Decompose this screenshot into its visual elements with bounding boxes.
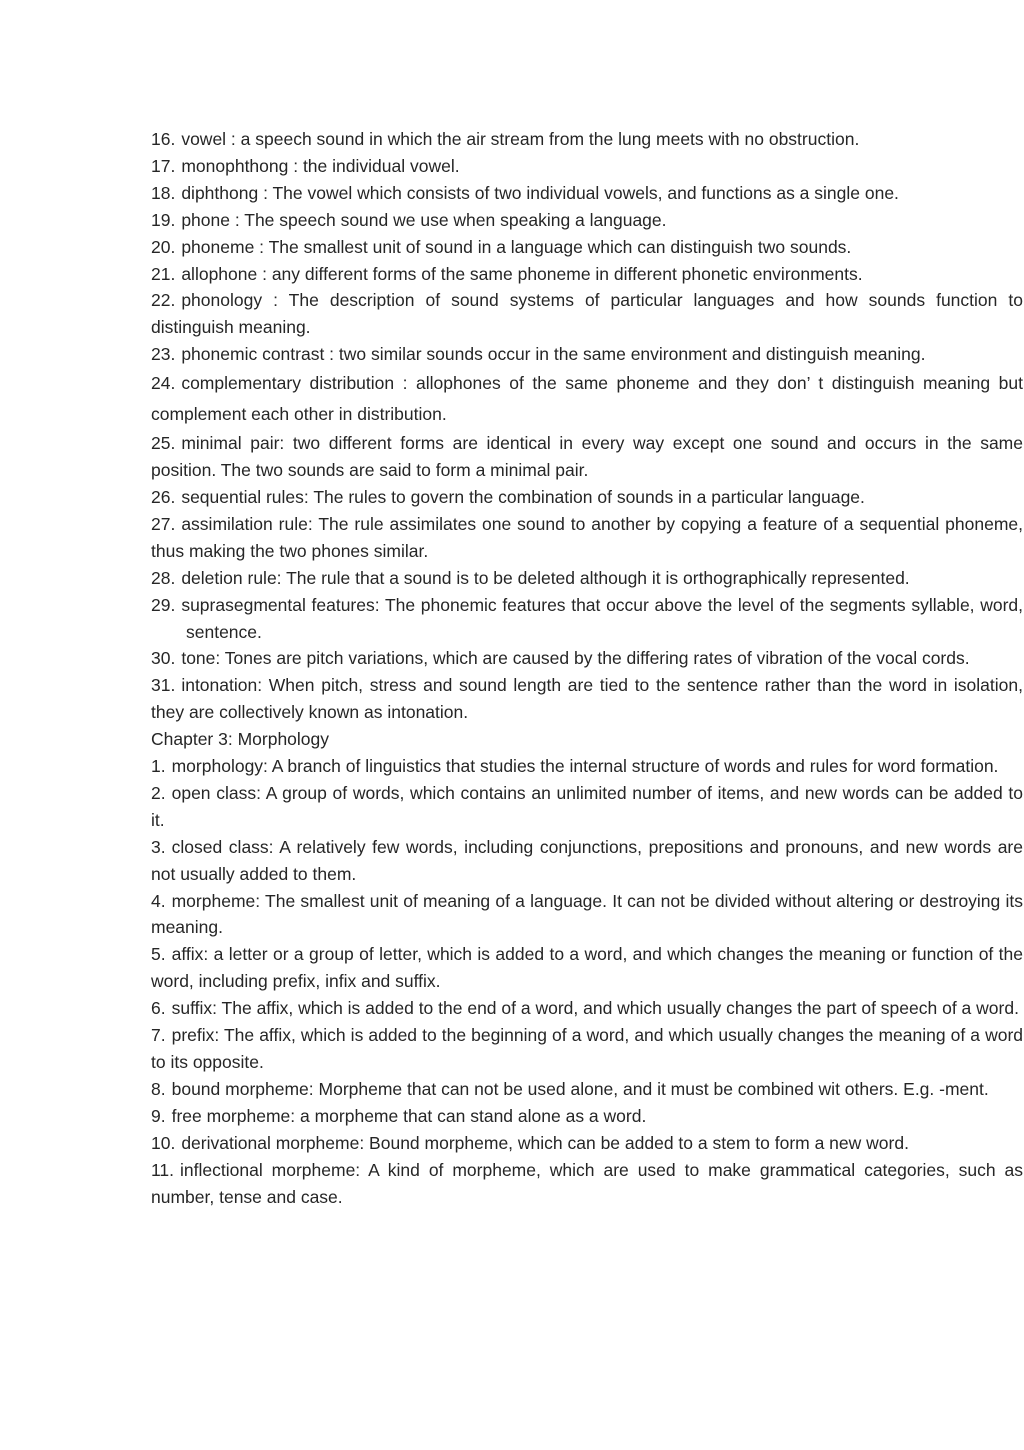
- entry-text: affix: a letter or a group of letter, which is added to a word, and which changes the meaning or function of the word, including prefix, infix and suffix.: [151, 944, 1023, 992]
- entry-21: [151, 261, 1023, 288]
- entry-number: 25.: [151, 433, 176, 454]
- entry-number: 23.: [151, 344, 176, 365]
- morph-entry-1: [151, 753, 1023, 780]
- morph-entry-8: [151, 1076, 1023, 1103]
- morph-entry-9: [151, 1103, 1023, 1130]
- entry-number: 18.: [151, 182, 176, 203]
- entry-text: assimilation rule: The rule assimilates one sound to another by copying a feature of a sequential phoneme, thus making the two phones similar.: [151, 513, 1023, 561]
- morph-entry-7: [151, 1022, 1023, 1076]
- entry-number: 5.: [151, 944, 166, 965]
- entry-22: [151, 287, 1023, 341]
- entry-text: diphthong : The vowel which consists of two individual vowels, and functions as a single one.: [181, 182, 899, 203]
- entry-26: [151, 484, 1023, 511]
- entry-text: vowel : a speech sound in which the air stream from the lung meets with no obstruction.: [181, 129, 860, 149]
- entry-20: [151, 234, 1023, 261]
- entry-text: prefix: The affix, which is added to the beginning of a word, and which usually changes the meaning of a word to its opposite.: [151, 1025, 1023, 1072]
- entry-text: phonemic contrast : two similar sounds occur in the same environment and distinguish meaning.: [181, 344, 926, 365]
- morph-entry-4: [151, 888, 1023, 942]
- entry-text: tone: Tones are pitch variations, which are caused by the differing rates of vibration of the vocal cords.: [181, 648, 970, 669]
- entry-number: 31.: [151, 675, 176, 696]
- entry-number: 28.: [151, 567, 176, 588]
- entry-number: 7.: [151, 1025, 166, 1046]
- entry-text: complementary distribution : allophones of the same phoneme and they don’ t distinguish meaning but complement each other in distribution.: [151, 373, 1023, 425]
- entry-18: [151, 180, 1023, 207]
- entry-text: allophone : any different forms of the same phoneme in different phonetic environments.: [181, 263, 863, 284]
- entry-number: 3.: [151, 836, 166, 857]
- morph-entry-5: [151, 941, 1023, 995]
- entry-text: phone : The speech sound we use when speaking a language.: [181, 209, 667, 230]
- entry-text: suprasegmental features: The phonemic features that occur above the level of the segments syllable, word, sentence.: [181, 594, 1023, 642]
- entry-number: 20.: [151, 236, 176, 257]
- entry-28: [151, 565, 1023, 592]
- entry-text: closed class: A relatively few words, including conjunctions, prepositions and pronouns, and new words are not usually added to them.: [151, 836, 1023, 884]
- entry-text: morphology: A branch of linguistics that studies the internal structure of words and rules for word formation.: [171, 756, 999, 777]
- entry-text: sequential rules: The rules to govern the combination of sounds in a particular language.: [181, 486, 865, 507]
- morph-entry-10: [151, 1130, 1023, 1157]
- entry-text: deletion rule: The rule that a sound is to be deleted although it is orthographically represented.: [181, 567, 910, 588]
- entry-number: 26.: [151, 486, 176, 507]
- entry-number: 16.: [151, 129, 176, 149]
- morph-entry-2: [151, 780, 1023, 834]
- entry-number: 10.: [151, 1132, 176, 1153]
- entry-text: intonation: When pitch, stress and sound length are tied to the sentence rather than the word in isolation, they are collectively known as intonation.: [151, 675, 1023, 723]
- entry-text: bound morpheme: Morpheme that can not be used alone, and it must be combined wit others. E.g. -ment.: [171, 1078, 989, 1099]
- document-page: [151, 126, 1023, 1210]
- morph-entry-3: [151, 834, 1023, 888]
- entry-text: inflectional morpheme: A kind of morpheme, which are used to make grammatical categories, such as number, tense and case.: [151, 1159, 1023, 1207]
- entry-text: minimal pair: two different forms are identical in every way except one sound and occurs in the same position. The two sounds are said to form a minimal pair.: [151, 433, 1023, 481]
- entry-number: 2.: [151, 782, 166, 803]
- entry-17: [151, 153, 1023, 180]
- entry-number: 30.: [151, 648, 176, 669]
- entry-number: 21.: [151, 263, 176, 284]
- entry-text: morpheme: The smallest unit of meaning of a language. It can not be divided without altering or destroying its meaning.: [151, 890, 1023, 938]
- entry-number: 29.: [151, 594, 176, 615]
- entry-number: 27.: [151, 513, 176, 534]
- entry-text: derivational morpheme: Bound morpheme, which can be added to a stem to form a new word.: [181, 1132, 909, 1153]
- entry-16: [151, 126, 1023, 153]
- entry-text: open class: A group of words, which contains an unlimited number of items, and new words can be added to it.: [151, 782, 1023, 830]
- entry-number: 6.: [151, 998, 166, 1019]
- entry-number: 19.: [151, 209, 176, 230]
- entry-text: monophthong : the individual vowel.: [181, 155, 460, 176]
- entry-text: phonology : The description of sound systems of particular languages and how sounds function to distinguish meaning.: [151, 290, 1023, 338]
- entry-31: [151, 672, 1023, 726]
- entry-number: 1.: [151, 756, 166, 777]
- entry-number: 17.: [151, 155, 176, 176]
- entry-text: suffix: The affix, which is added to the end of a word, and which usually changes the part of speech of a word.: [171, 998, 1019, 1019]
- entry-text: free morpheme: a morpheme that can stand alone as a word.: [171, 1105, 647, 1126]
- morph-entry-11: [151, 1157, 1023, 1211]
- entry-number: 11.: [151, 1159, 175, 1180]
- entry-text: phoneme : The smallest unit of sound in a language which can distinguish two sounds.: [181, 236, 852, 257]
- morph-entry-6: [151, 995, 1023, 1022]
- entry-25: [151, 430, 1023, 484]
- entry-23: [151, 341, 1023, 368]
- entry-29: [151, 592, 1023, 646]
- entry-27: [151, 511, 1023, 565]
- chapter-heading: Chapter 3: Morphology: [151, 729, 330, 750]
- entry-30: [151, 645, 1023, 672]
- entry-number: 8.: [151, 1078, 166, 1099]
- entry-number: 22.: [151, 290, 176, 311]
- entry-19: [151, 207, 1023, 234]
- entry-24: [151, 368, 1023, 430]
- entry-number: 24.: [151, 373, 176, 394]
- entry-number: 9.: [151, 1105, 166, 1126]
- entry-number: 4.: [151, 890, 166, 911]
